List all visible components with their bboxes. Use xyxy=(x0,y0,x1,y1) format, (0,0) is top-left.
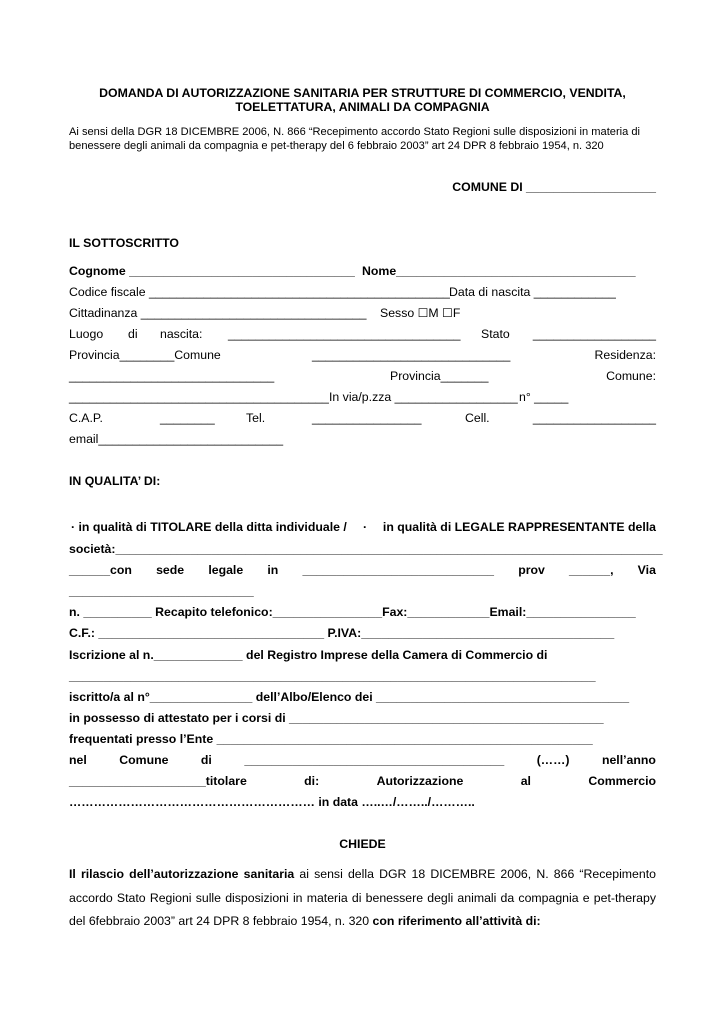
chiede-bold-2: con riferimento all’attività di: xyxy=(372,914,541,928)
nascita-label: nascita: xyxy=(160,327,203,341)
chiede-bold-1: Il rilascio dell’autorizzazione sanitaria xyxy=(69,867,295,881)
luogo-label: Luogo xyxy=(69,327,104,341)
email-field[interactable]: email___________________________ xyxy=(69,432,284,446)
data-autorizzazione-row[interactable]: …………………………………………………… in data …..…/……../……….. xyxy=(69,795,475,809)
sesso-label: Sesso xyxy=(380,306,415,320)
chiede-paragraph xyxy=(69,863,656,934)
via-field[interactable]: In via/p.zza __________________ xyxy=(329,390,518,404)
titolare-part: Commercio xyxy=(588,774,656,788)
titolare-part: di: xyxy=(304,774,320,788)
sesso-group xyxy=(380,306,460,320)
via-sede-field[interactable]: ___________________________ xyxy=(69,584,254,598)
frequentati-row[interactable]: frequentati presso l’Ente _______________________________________________________ xyxy=(69,732,593,746)
sesso-m-label: M xyxy=(428,306,439,320)
titolare-autorizzazione-row xyxy=(69,774,656,788)
qualita-heading: IN QUALITA’ DI: xyxy=(69,474,161,488)
titolare-option[interactable]: · in qualità di TITOLARE della ditta individuale / xyxy=(71,520,347,534)
sede-part[interactable]: ______con xyxy=(69,563,132,577)
sesso-m-checkbox[interactable]: ☐ xyxy=(417,306,429,320)
sesso-f-checkbox[interactable]: ☐ xyxy=(442,306,453,320)
recapito-row[interactable]: n. __________ Recapito telefonico:________________Fax:____________Email:________________ xyxy=(69,605,636,619)
chiede-heading: CHIEDE xyxy=(339,837,386,851)
albo-row[interactable]: iscritto/a al n°_______________ dell’Albo/Elenco dei _____________________________________ xyxy=(69,690,630,704)
stato-label: Stato xyxy=(481,327,510,341)
nel-comune-row xyxy=(69,753,656,767)
nel-comune-part: Comune xyxy=(119,753,169,767)
sede-prov-field[interactable]: ______, xyxy=(569,563,614,577)
provincia-residenza-field[interactable]: Provincia_______ xyxy=(390,369,489,383)
sede-part: sede xyxy=(156,563,185,577)
sesso-f-label: F xyxy=(452,306,461,320)
document-title-line-2: TOELETTATURA, ANIMALI DA COMPAGNIA xyxy=(235,100,490,114)
chiede-text: ai sensi della DGR 18 DICEMBRE 2006, N. 866 “Recepimento accordo Stato Regioni sulle disposizioni in materia di benessere degli animali da compagnia e pet-therapy del 6febbraio 2003” art 24 DPR 8 febbraio 1954, n. 320 xyxy=(69,867,656,928)
stato-field[interactable]: __________________ xyxy=(532,327,656,341)
codice-fiscale-field[interactable]: Codice fiscale ____________________________________________ xyxy=(69,285,450,299)
provincia-comune-field[interactable]: Provincia________Comune xyxy=(69,348,221,362)
civico-field[interactable]: n° _____ xyxy=(519,390,569,404)
intro-line-2: benessere degli animali da compagnia e pet-therapy del 6 febbraio 2003” art 24 DPR 8 febbraio 1954, n. 320 xyxy=(69,140,604,152)
tel-field[interactable]: ________________ xyxy=(312,411,422,425)
nel-comune-part: nell’anno xyxy=(601,753,656,767)
societa-field[interactable]: società:________________________________________________________________________________ xyxy=(69,542,663,556)
comune-residenza-label: Comune: xyxy=(606,369,656,383)
camera-commercio-field[interactable]: _____________________________________________________________________________ xyxy=(69,669,596,683)
document-title-line-1: DOMANDA DI AUTORIZZAZIONE SANITARIA PER STRUTTURE DI COMMERCIO, VENDITA, xyxy=(99,86,626,100)
nel-comune-part: di xyxy=(200,753,212,767)
bullet-dot: · xyxy=(363,520,368,534)
anno-field[interactable]: ____________________titolare xyxy=(69,774,247,788)
sede-legale-row xyxy=(69,563,656,577)
cognome-field[interactable]: Cognome _________________________________ xyxy=(69,264,355,278)
intro-line-1: Ai sensi della DGR 18 DICEMBRE 2006, N. 866 “Recepimento accordo Stato Regioni sulle disposizioni in materia di xyxy=(69,126,640,138)
nel-comune-prov-field[interactable]: (……) xyxy=(536,753,570,767)
sede-citta-field[interactable]: ____________________________ xyxy=(302,563,494,577)
cap-label: C.A.P. xyxy=(69,411,103,425)
data-nascita-field[interactable]: Data di nascita ____________ xyxy=(449,285,616,299)
sede-part: prov xyxy=(518,563,545,577)
cell-field[interactable]: __________________ xyxy=(532,411,656,425)
cittadinanza-field[interactable]: Cittadinanza _________________________________ xyxy=(69,306,367,320)
nome-field[interactable]: Nome___________________________________ xyxy=(362,264,636,278)
tel-label: Tel. xyxy=(246,411,266,425)
attestato-row[interactable]: in possesso di attestato per i corsi di ______________________________________________ xyxy=(69,711,604,725)
sede-part: Via xyxy=(637,563,656,577)
cell-label: Cell. xyxy=(465,411,490,425)
iscrizione-row[interactable]: Iscrizione al n._____________ del Registro Imprese della Camera di Commercio di xyxy=(69,648,548,662)
comune-nascita-field[interactable]: _____________________________ xyxy=(312,348,511,362)
residenza-label: Residenza: xyxy=(594,348,656,362)
comune-residenza-field[interactable]: ______________________________________ xyxy=(69,390,329,404)
nel-comune-field[interactable]: ______________________________________ xyxy=(244,753,505,767)
luogo-nascita-field[interactable]: __________________________________ xyxy=(228,327,461,341)
comune-field[interactable]: COMUNE DI ___________________ xyxy=(452,180,656,194)
titolare-part: al xyxy=(520,774,531,788)
cf-piva-row[interactable]: C.F.: _________________________________ P.IVA:_____________________________________ xyxy=(69,626,615,640)
nel-comune-part: nel xyxy=(69,753,87,767)
di-label: di xyxy=(128,327,138,341)
legale-rappresentante-option[interactable]: in qualità di LEGALE RAPPRESENTANTE della xyxy=(382,520,656,534)
sede-part: in xyxy=(267,563,279,577)
sede-part: legale xyxy=(208,563,244,577)
titolare-part: Autorizzazione xyxy=(376,774,464,788)
sottoscritto-heading: IL SOTTOSCRITTO xyxy=(69,236,179,250)
residenza-field[interactable]: ______________________________ xyxy=(69,369,275,383)
cap-field[interactable]: ________ xyxy=(160,411,215,425)
